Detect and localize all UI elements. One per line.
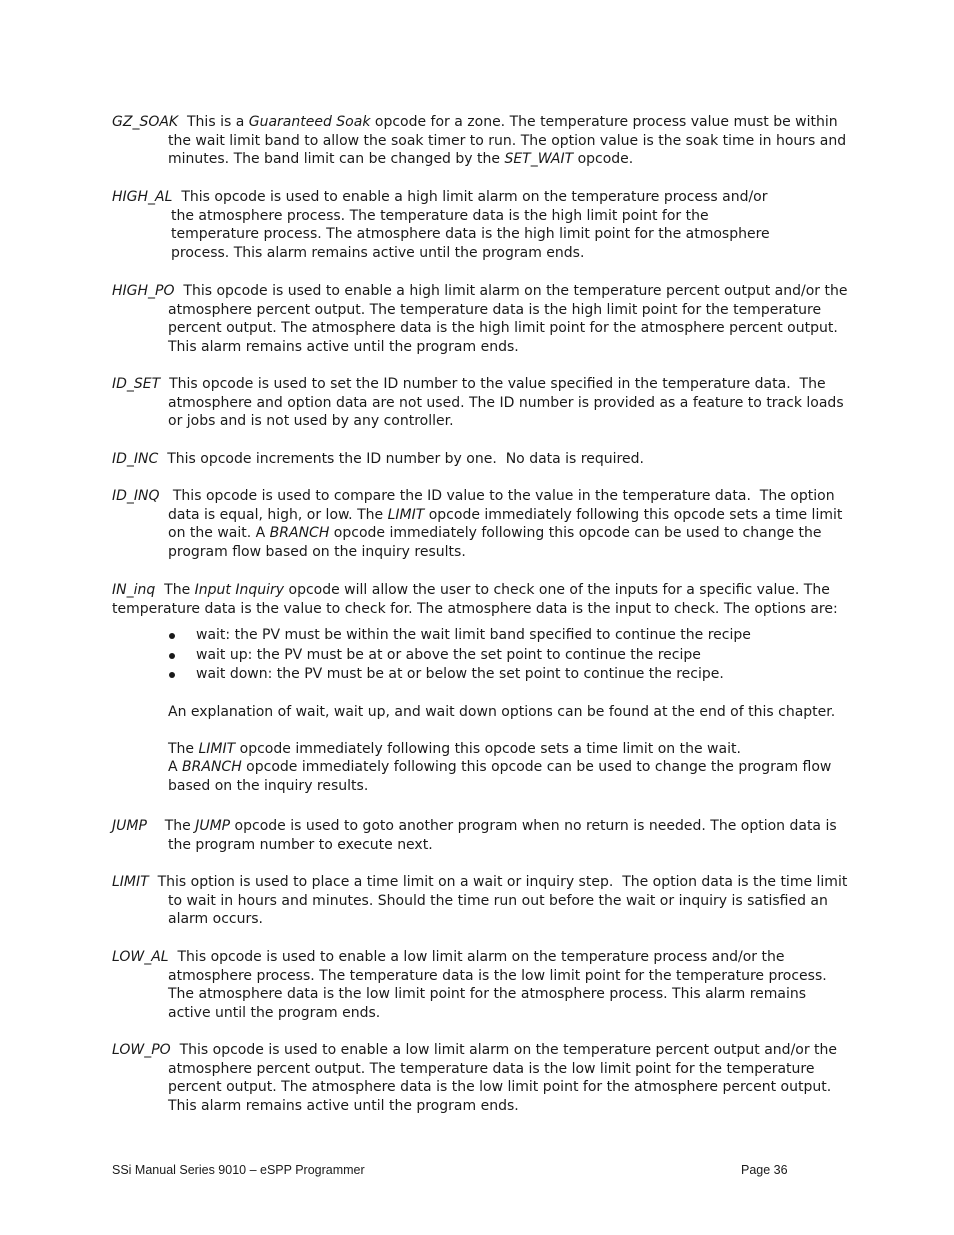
list-item: wait: the PV must be within the wait limit band specified to continue the recipe xyxy=(112,626,834,646)
opcode-term: ID_INQ xyxy=(112,488,160,504)
entry-limit: LIMIT This option is used to place a time limit on a wait or inquiry step. The option data is the time limit to wait in hours and minutes. Should the time run out before the wait or inquiry is satisfied an alarm occurs. xyxy=(112,874,848,928)
entry-id-inq: ID_INQ This opcode is used to compare the ID value to the value in the temperature data. The option data is equal, high, or low. The LIMIT opcode immediately following this opcode sets a time limit on the wait. A BRANCH opcode immediately following this opcode can be used to change the program flow based on the inquiry results. xyxy=(112,488,843,561)
entry-in-inq: IN_inq The Input Inquiry opcode will allow the user to check one of the inputs for a specific value. The temperature data is the value to check for. The atmosphere data is the input to check. The options are: wait: the PV must be within the wait limit band specified to continue the recipe wait up: the PV must be at or above the set point to continue the recipe wait down: the PV must be at or below the set point to continue the recipe. An explanation of wait, wait up, and wait down options can be found at the end of this chapter. The LIMIT opcode immediately following this opcode sets a time limit on the wait. A BRANCH opcode immediately following this opcode can be used to change the program flow based on the inquiry results. xyxy=(112,582,838,795)
opcode-term: LIMIT xyxy=(112,874,149,890)
footer-title: SSi Manual Series 9010 – eSPP Programmer xyxy=(112,1163,365,1177)
bullet-icon xyxy=(169,672,175,678)
opcode-term: JUMP xyxy=(112,818,147,834)
entry-low-al: LOW_AL This opcode is used to enable a low limit alarm on the temperature process and/or the atmosphere process. The temperature data is the low limit point for the temperature process. The atmosphere data is the low limit point for the atmosphere process. This alarm remains active until the program ends. xyxy=(112,949,827,1022)
opcode-term: GZ_SOAK xyxy=(112,114,179,130)
opcode-term: HIGH_AL xyxy=(112,189,173,205)
opcode-term: HIGH_PO xyxy=(112,283,175,299)
entry-id-set: ID_SET This opcode is used to set the ID number to the value specified in the temperature data. The atmosphere and option data are not used. The ID number is provided as a feature to track loads or jobs and is not used by any controller. xyxy=(112,376,844,430)
entry-jump: JUMP The JUMP opcode is used to goto another program when no return is needed. The option data is the program number to execute next. xyxy=(112,818,837,853)
entry-gz-soak: GZ_SOAK This is a Guaranteed Soak opcode for a zone. The temperature process value must be within the wait limit band to allow the soak timer to run. The option value is the soak time in hours and minutes. The band limit can be changed by the SET_WAIT opcode. xyxy=(112,114,847,168)
bullet-icon xyxy=(169,633,175,639)
bullet-icon xyxy=(169,653,175,659)
explanation-text: An explanation of wait, wait up, and wait down options can be found at the end of this chapter. xyxy=(168,703,836,720)
entry-high-al: HIGH_AL This opcode is used to enable a high limit alarm on the temperature process and/or the atmosphere process. The temperature data is the high limit point for the temperature process. The atmosphere data is the high limit point for the atmosphere process. This alarm remains active until the program ends. xyxy=(112,189,770,262)
entry-id-inc: ID_INC This opcode increments the ID number by one. No data is required. xyxy=(112,451,644,467)
opcode-term: LOW_AL xyxy=(112,949,169,965)
opcode-term: IN_inq xyxy=(112,582,156,598)
entry-low-po: LOW_PO This opcode is used to enable a low limit alarm on the temperature percent output and/or the atmosphere percent output. The temperature data is the low limit point for the temperature percent output. The atmosphere data is the low limit point for the atmosphere percent output. This alarm remains active until the program ends. xyxy=(112,1042,838,1115)
list-item: wait down: the PV must be at or below the set point to continue the recipe. xyxy=(112,665,834,685)
opcode-term: ID_SET xyxy=(112,376,161,392)
list-item: wait up: the PV must be at or above the set point to continue the recipe xyxy=(112,646,834,666)
page-number: Page 36 xyxy=(741,1163,788,1177)
entry-high-po: HIGH_PO This opcode is used to enable a high limit alarm on the temperature percent output and/or the atmosphere percent output. The temperature data is the high limit point for the temperature percent output. The atmosphere data is the high limit point for the atmosphere percent output. This alarm remains active until the program ends. xyxy=(112,283,848,356)
opcode-term: LOW_PO xyxy=(112,1042,171,1058)
options-list xyxy=(112,626,834,685)
opcode-term: ID_INC xyxy=(112,451,159,467)
